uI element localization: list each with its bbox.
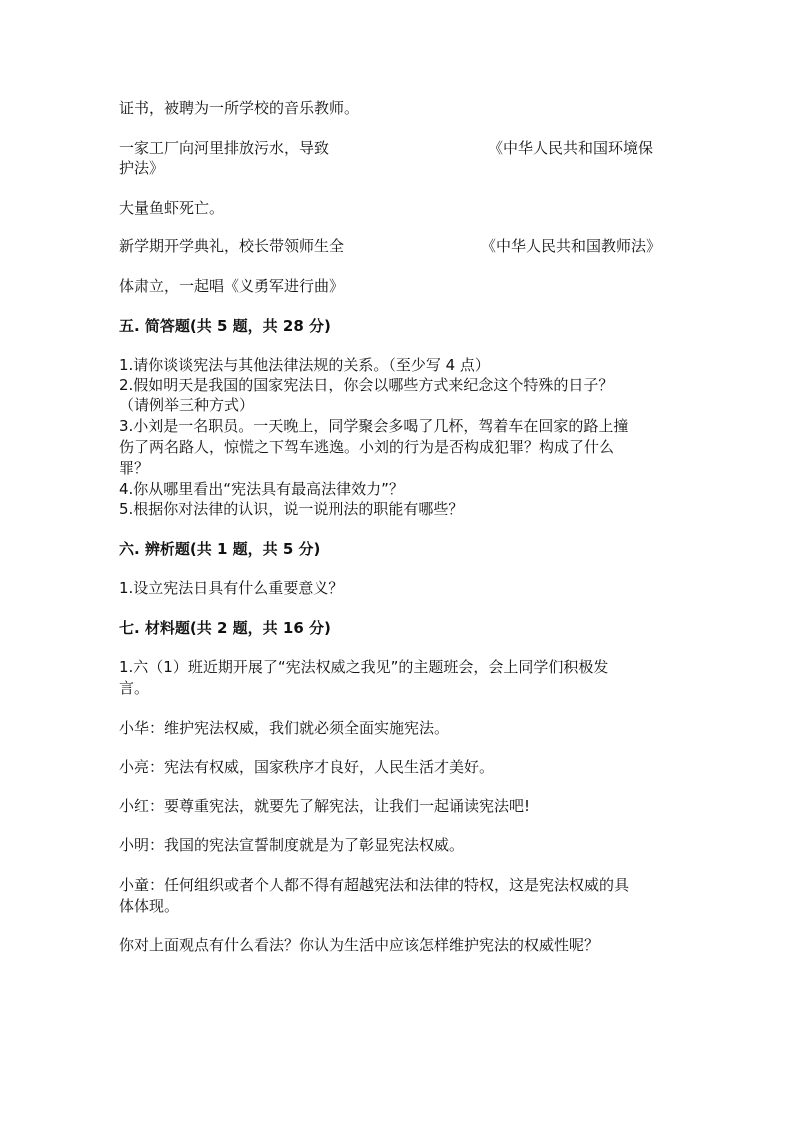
section-5-q5: 5.根据你对法律的认识，说一说刑法的职能有哪些？ xyxy=(119,500,464,518)
statement-xiaoming: 小明：我国的宪法宣誓制度就是为了彰显宪法权威。 xyxy=(119,836,465,854)
matching-item-3-right: 《中华人民共和国教师法》 xyxy=(481,237,662,255)
statement-xiaoliang: 小亮：宪法有权威，国家秩序才良好，人民生活才美好。 xyxy=(119,758,495,776)
matching-item-2-right: 《中华人民共和国环境保 xyxy=(488,139,654,157)
section-7-question: 你对上面观点有什么看法？你认为生活中应该怎样维护宪法的权威性呢？ xyxy=(119,936,600,954)
matching-item-3-left-cont: 体肃立，一起唱《义勇军进行曲》 xyxy=(119,277,345,295)
matching-item-2-left-cont: 大量鱼虾死亡。 xyxy=(119,199,225,217)
matching-item-2-left: 一家工厂向河里排放污水，导致 xyxy=(119,139,330,157)
statement-xiaohong: 小红：要尊重宪法，就要先了解宪法，让我们一起诵读宪法吧! xyxy=(119,797,531,815)
section-5-q3-line1: 3.小刘是一名职员。一天晚上，同学聚会多喝了几杯，驾着车在回家的路上撞 xyxy=(119,417,629,435)
section-5-q2-line1: 2.假如明天是我国的国家宪法日，你会以哪些方式来纪念这个特殊的日子？ xyxy=(119,376,614,394)
matching-item-3-left: 新学期开学典礼，校长带领师生全 xyxy=(119,237,345,255)
section-5-q2-line2: （请例举三种方式） xyxy=(119,396,255,414)
statement-xiaotong-line2: 体体现。 xyxy=(119,897,180,915)
statement-xiaohua: 小华：维护宪法权威，我们就必须全面实施宪法。 xyxy=(119,719,450,737)
section-5-q3-line3: 罪？ xyxy=(119,459,150,477)
section-5-q1: 1.请你谈谈宪法与其他法律法规的关系。（至少写 4 点） xyxy=(119,356,490,374)
matching-line-1: 证书，被聘为一所学校的音乐教师。 xyxy=(119,99,360,117)
section-6-heading: 六. 辨析题(共 1 题，共 5 分) xyxy=(119,540,321,558)
section-7-q1-line1: 1.六（1）班近期开展了“宪法权威之我见”的主题班会，会上同学们积极发 xyxy=(119,658,609,676)
statement-xiaotong-line1: 小童：任何组织或者个人都不得有超越宪法和法律的特权，这是宪法权威的具 xyxy=(119,876,630,894)
section-5-heading: 五. 简答题(共 5 题，共 28 分) xyxy=(119,317,331,335)
section-7-heading: 七. 材料题(共 2 题，共 16 分) xyxy=(119,619,331,637)
section-6-q1: 1.设立宪法日具有什么重要意义？ xyxy=(119,579,344,597)
matching-item-2-right-cont: 护法》 xyxy=(119,159,165,177)
section-5-q3-line2: 伤了两名路人，惊慌之下驾车逃逸。小刘的行为是否构成犯罪？构成了什么 xyxy=(119,438,615,456)
section-7-q1-line2: 言。 xyxy=(119,679,150,697)
section-5-q4: 4.你从哪里看出“宪法具有最高法律效力”？ xyxy=(119,480,404,498)
